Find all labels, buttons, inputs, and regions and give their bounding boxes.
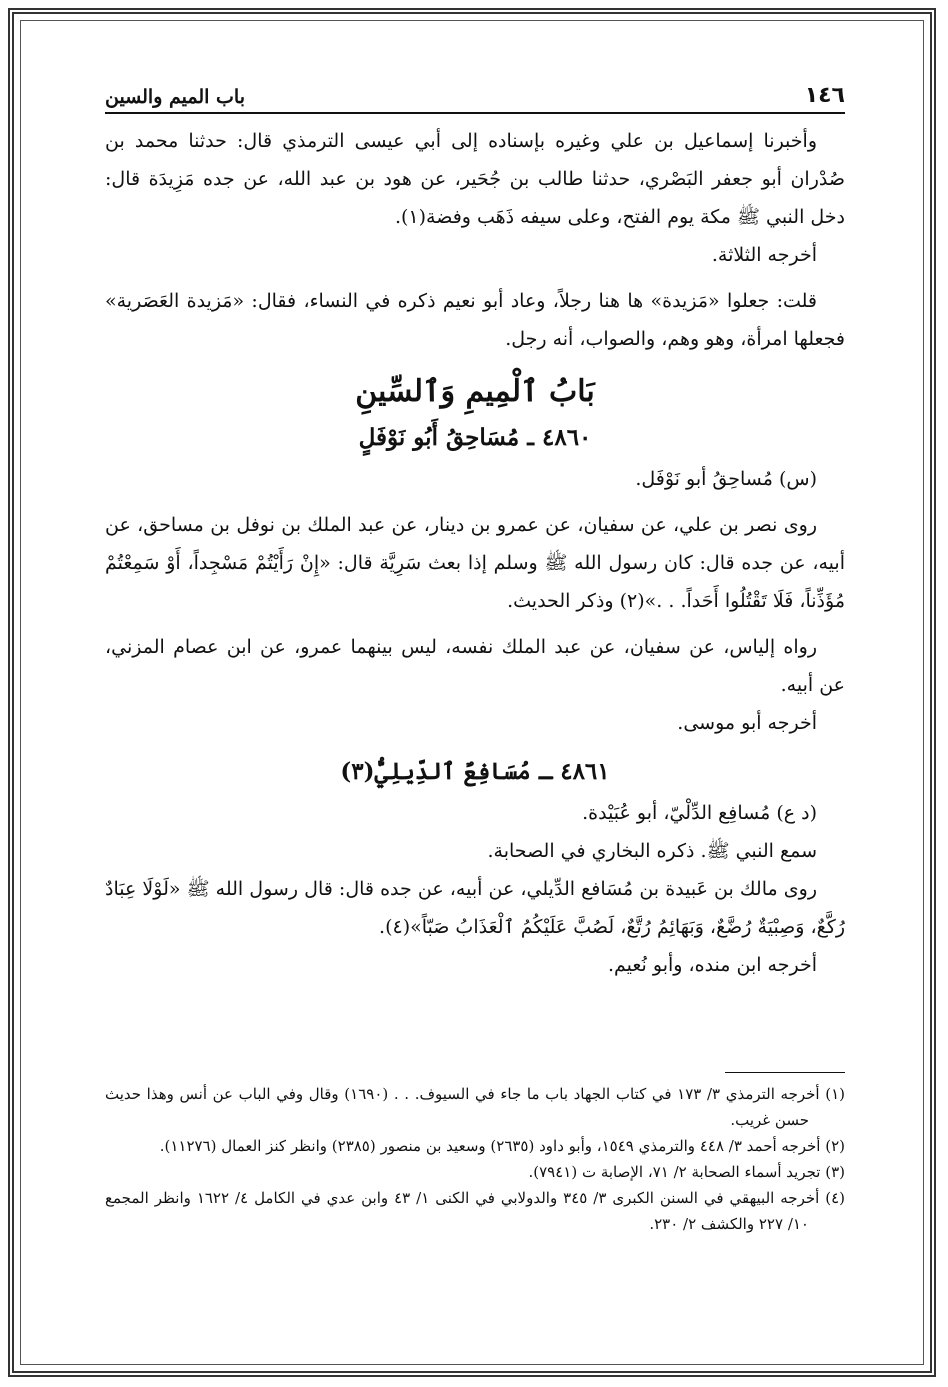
paragraph: روى نصر بن علي، عن سفيان، عن عمرو بن دينار، عن عبد الملك بن نوفل بن مساحق، عن أبيه، عن جده قال: كان رسول الله ﷺ وسلم إذا بعث سَرِيَّة قال: «إِنْ رَأَيْتُمْ مَسْجِداً، أَوْ سَمِعْتُمْ مُؤَذِّناً، فَلَا تَقْتُلُوا أَحَداً. . .»(٢) وذكر الحديث. [105,514,845,612]
paragraph: قلت: جعلوا «مَزيدة» ها هنا رجلاً، وعاد أبو نعيم ذكره في النساء، فقال: «مَزيدة العَصَرية» فجعلها امرأة، وهو وهم، والصواب، أنه رجل. [105,290,845,350]
entry-title: ٤٨٦٠ ـ مُسَاحِقُ أَبُو نَوْفَلٍ [358,424,592,451]
paragraph: سمع النبي ﷺ. ذكره البخاري في الصحابة. [487,840,817,862]
paragraph: أخرجه أبو موسى. [677,712,817,734]
paragraph: روى مالك بن عَبيدة بن مُسَافع الدِّيلي، عن أبيه، عن جده قال: قال رسول الله ﷺ «لَوْلَا عِبَادٌ رُكَّعٌ، وَصِبْيَةٌ رُضَّعٌ، وَبَهَائِمُ رُتَّعٌ، لَصُبَّ عَلَيْكُمُ ٱلْعَذَابُ صَبّاً»(٤). [105,878,845,938]
footnote: (٣) تجريد أسماء الصحابة ٢/ ٧١، الإصابة ت (٧٩٤١). [528,1163,845,1181]
chapter-title: بَابُ ٱلْمِيمِ وَٱلسِّينِ [355,374,595,409]
page-header [105,72,845,114]
running-title: باب الميم والسين [105,86,246,108]
paragraph: (د ع) مُسافِع الدِّلْيّ، أبو عُبَيْدة. [582,802,817,824]
paragraph: رواه إلياس، عن سفيان، عن عبد الملك نفسه، ليس بينهما عمرو، عن ابن عصام المزني، عن أبيه. [105,636,845,696]
paragraph: أخرجه ابن منده، وأبو نُعيم. [607,954,817,976]
page-body [105,122,845,984]
footnote-rule [725,1072,845,1073]
footnote: (٢) أخرجه أحمد ٣/ ٤٤٨ والترمذي ١٥٤٩، وأبو داود (٢٦٣٥) وسعيد بن منصور (٢٣٨٥) وانظر كنز العمال (١١٢٧٦). [159,1137,845,1155]
footnotes [105,1072,845,1237]
page-number: ١٤٦ [804,83,845,108]
paragraph: وأخبرنا إسماعيل بن علي وغيره بإسناده إلى أبي عيسى الترمذي قال: حدثنا محمد بن صُدْران أبو جعفر البَصْري، حدثنا طالب بن جُحَير، عن هود بن عبد الله، عن جده مَزِيدَة قال: دخل النبي ﷺ مكة يوم الفتح، وعلى سيفه ذَهَب وفضة(١). [105,130,845,228]
entry-title: ٤٨٦١ ـ مُسَافِعٌ ٱلدِّيلِيُّ(٣) [340,758,610,785]
footnote: (١) أخرجه الترمذي ٣/ ١٧٣ في كتاب الجهاد باب ما جاء في السيوف. . . (١٦٩٠) وقال وفي الباب عن أنس وهذا حديث حسن غريب. [105,1085,845,1129]
paragraph: أخرجه الثلاثة. [711,244,817,266]
paragraph: (س) مُساحِقُ أبو نَوْفَل. [635,468,817,490]
book-page [105,62,845,1322]
footnote: (٤) أخرجه البيهقي في السنن الكبرى ٣/ ٣٤٥ والدولابي في الكنى ١/ ٤٣ وابن عدي في الكامل ٤/ ١٦٢٢ وانظر المجمع ١٠/ ٢٢٧ والكشف ٢/ ٢٣٠. [105,1189,846,1233]
